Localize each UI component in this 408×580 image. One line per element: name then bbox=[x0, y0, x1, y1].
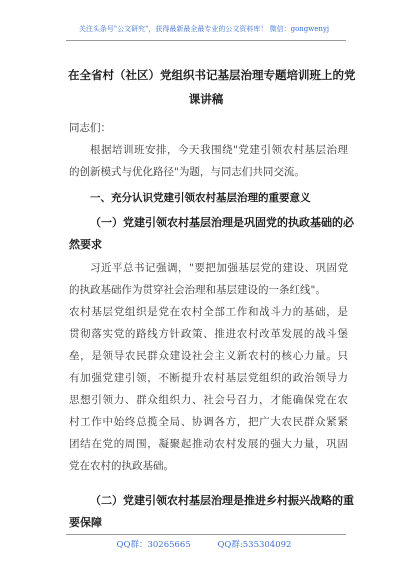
title-line: 课讲稿 bbox=[188, 92, 224, 106]
paragraph-line: 习近平总书记强调，"要把加强基层党的建设、巩固党 bbox=[90, 262, 348, 274]
paragraph-line: 党在农村的执政基础。 bbox=[69, 460, 174, 472]
heading-line: （一）党建引领农村基层治理是巩固党的执政基础的必 bbox=[90, 216, 354, 229]
subsection-heading-1 bbox=[69, 212, 354, 256]
footer-qq-group-2: QQ群:535304092 bbox=[217, 540, 292, 550]
footer-qq-group-1: QQ群：30265665 bbox=[116, 540, 191, 550]
heading-line: 要保障 bbox=[69, 516, 102, 529]
footer-contact bbox=[0, 538, 408, 550]
paragraph-line: 垒，是领导农民群众建设社会主义新农村的核心力量。只 bbox=[69, 350, 348, 362]
title-line: 在全省村（社区）党组织书记基层治理专题培训班上的党 bbox=[68, 68, 356, 82]
paragraph-quote bbox=[69, 257, 348, 301]
footer-rule bbox=[66, 534, 346, 535]
paragraph-line: 团结在党的周围，凝聚起推动农村发展的强大力量，巩固 bbox=[69, 438, 348, 450]
section-heading-1: 一、充分认识党建引领农村基层治理的重要意义 bbox=[90, 192, 311, 204]
paragraph-line: 有加强党建引领，不断提升农村基层党组织的政治领导力 bbox=[69, 372, 348, 384]
heading-line: 然要求 bbox=[69, 238, 102, 251]
paragraph-line: 的创新模式与优化路径"为题，与同志们共同交流。 bbox=[69, 166, 305, 178]
paragraph-line: 根据培训班安排，今天我围绕"党建引领农村基层治理 bbox=[90, 144, 348, 156]
paragraph-body bbox=[69, 301, 348, 477]
paragraph-line: 村工作中始终总揽全局、协调各方，把广大农民群众紧紧 bbox=[69, 416, 348, 428]
paragraph-line: 思想引领力、群众组织力、社会号召力，才能确保党在农 bbox=[69, 394, 348, 406]
header-banner: 关注头条号"公文研究"，获得最新最全最专业的公文资料库！ 微信：gongwenyj bbox=[78, 25, 330, 33]
salutation: 同志们： bbox=[69, 122, 111, 134]
header-rule bbox=[66, 40, 346, 41]
intro-paragraph bbox=[69, 139, 348, 183]
paragraph-line: 贯彻落实党的路线方针政策、推进农村改革发展的战斗堡 bbox=[69, 328, 348, 340]
paragraph-line: 农村基层党组织是党在农村全部工作和战斗力的基础，是 bbox=[69, 306, 348, 318]
heading-line: （二）党建引领农村基层治理是推进乡村振兴战略的重 bbox=[90, 494, 354, 507]
document-title bbox=[68, 63, 356, 111]
subsection-heading-2 bbox=[69, 490, 354, 534]
paragraph-line: 的执政基础作为贯穿社会治理和基层建设的一条红线"。 bbox=[69, 284, 326, 296]
